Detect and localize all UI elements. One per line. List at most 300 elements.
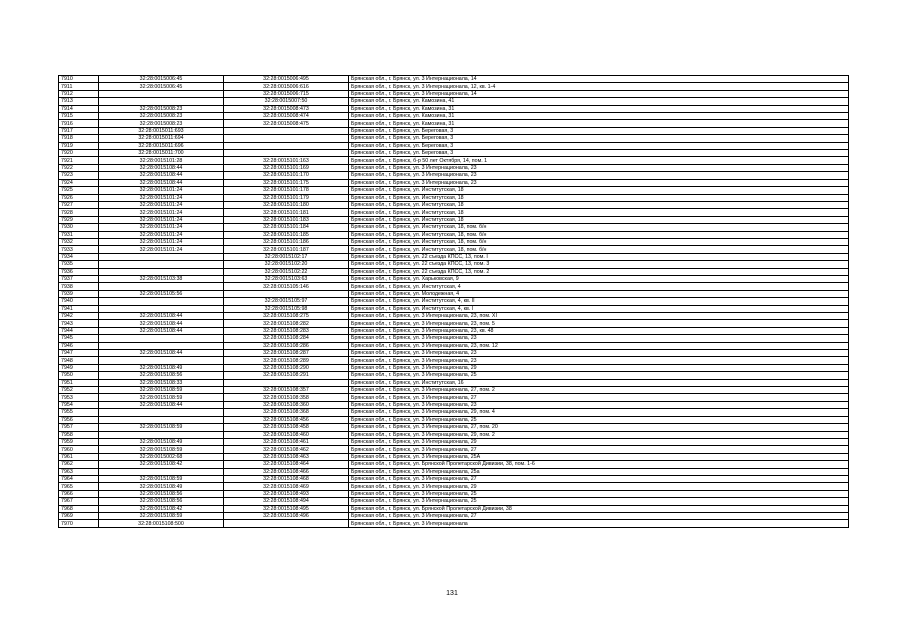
address-cell: Брянская обл., г. Брянск, б-р 50 лет Октября, 14, пом. 1 [349, 157, 849, 164]
parcel-number-cell [99, 283, 224, 290]
parcel-number-cell [99, 90, 224, 97]
address-cell: Брянская обл., г. Брянск, ул. Береговая, 3 [349, 150, 849, 157]
address-cell: Брянская обл., г. Брянск, ул. Институтская, 18, пом. б/н [349, 246, 849, 253]
row-number-cell: 7968 [59, 505, 99, 512]
row-number-cell: 7961 [59, 453, 99, 460]
object-number-cell: 32:28:0015101:169 [224, 164, 349, 171]
parcel-number-cell [99, 357, 224, 364]
object-number-cell: 32:28:0015101:178 [224, 187, 349, 194]
parcel-number-cell: 32:28:0015101:24 [99, 194, 224, 201]
row-number-cell: 7931 [59, 231, 99, 238]
object-number-cell: 32:28:0015108:282 [224, 320, 349, 327]
row-number-cell: 7925 [59, 187, 99, 194]
table-row [59, 135, 849, 142]
parcel-number-cell: 32:28:0015108:42 [99, 461, 224, 468]
address-cell: Брянская обл., г. Брянск, ул. 3 Интернационала, 23 [349, 357, 849, 364]
parcel-number-cell [99, 98, 224, 105]
row-number-cell: 7940 [59, 298, 99, 305]
parcel-number-cell [99, 298, 224, 305]
table-row [59, 475, 849, 482]
object-number-cell: 32:28:0015007:50 [224, 98, 349, 105]
table-row [59, 127, 849, 134]
object-number-cell: 32:28:0015108:496 [224, 512, 349, 519]
parcel-number-cell: 32:28:0015101:24 [99, 209, 224, 216]
address-cell: Брянская обл., г. Брянск, ул. Институтская, 18 [349, 194, 849, 201]
object-number-cell: 32:28:0015101:187 [224, 246, 349, 253]
row-number-cell: 7944 [59, 327, 99, 334]
table-row [59, 194, 849, 201]
object-number-cell: 32:28:0015108:468 [224, 475, 349, 482]
table-row [59, 416, 849, 423]
address-cell: Брянская обл., г. Брянск, ул. Камозина, 31 [349, 105, 849, 112]
row-number-cell: 7965 [59, 483, 99, 490]
address-cell: Брянская обл., г. Брянск, ул. 3 Интернационала, 25 [349, 372, 849, 379]
row-number-cell: 7969 [59, 512, 99, 519]
parcel-number-cell: 32:28:0015108:44 [99, 401, 224, 408]
table-row [59, 187, 849, 194]
parcel-number-cell: 32:28:0015101:24 [99, 231, 224, 238]
row-number-cell: 7954 [59, 401, 99, 408]
parcel-number-cell: 32:28:0015101:24 [99, 187, 224, 194]
table-row [59, 76, 849, 83]
row-number-cell: 7949 [59, 364, 99, 371]
row-number-cell: 7924 [59, 179, 99, 186]
row-number-cell: 7935 [59, 261, 99, 268]
object-number-cell: 32:28:0015101:181 [224, 209, 349, 216]
address-cell: Брянская обл., г. Брянск, ул. 3 Интернационала, 14 [349, 76, 849, 83]
parcel-number-cell: 32:28:0015108:42 [99, 505, 224, 512]
parcel-number-cell: 32:28:0015011:696 [99, 142, 224, 149]
address-cell: Брянская обл., г. Брянск, ул. Институтская, 18 [349, 209, 849, 216]
parcel-number-cell [99, 416, 224, 423]
object-number-cell: 32:28:0015108:291 [224, 372, 349, 379]
address-cell: Брянская обл., г. Брянск, ул. Институтская, 4, кв. II [349, 298, 849, 305]
address-cell: Брянская обл., г. Брянск, ул. Камозина, 41 [349, 98, 849, 105]
table-row [59, 172, 849, 179]
row-number-cell: 7970 [59, 520, 99, 527]
row-number-cell: 7915 [59, 113, 99, 120]
parcel-number-cell: 32:28:0015101:24 [99, 246, 224, 253]
parcel-number-cell: 32:28:0015108:49 [99, 438, 224, 445]
table-row [59, 498, 849, 505]
parcel-number-cell: 32:28:0015103:38 [99, 275, 224, 282]
object-number-cell: 32:28:0015108:287 [224, 350, 349, 357]
table-row [59, 164, 849, 171]
parcel-number-cell: 32:28:0015008:23 [99, 120, 224, 127]
parcel-number-cell: 32:28:0015011:700 [99, 150, 224, 157]
row-number-cell: 7939 [59, 290, 99, 297]
parcel-number-cell: 32:28:0015108:59 [99, 424, 224, 431]
row-number-cell: 7953 [59, 394, 99, 401]
object-number-cell: 32:28:0015102:22 [224, 268, 349, 275]
row-number-cell: 7916 [59, 120, 99, 127]
address-cell: Брянская обл., г. Брянск, ул. 3 Интернационала, 27, пом. 2 [349, 387, 849, 394]
table-row [59, 335, 849, 342]
row-number-cell: 7934 [59, 253, 99, 260]
object-number-cell: 32:28:0015108:289 [224, 357, 349, 364]
address-cell: Брянская обл., г. Брянск, ул. 3 Интернационала, 25 [349, 498, 849, 505]
object-number-cell [224, 142, 349, 149]
table-row [59, 246, 849, 253]
table-row [59, 98, 849, 105]
table-row [59, 342, 849, 349]
row-number-cell: 7932 [59, 238, 99, 245]
row-number-cell: 7964 [59, 475, 99, 482]
row-number-cell: 7936 [59, 268, 99, 275]
object-number-cell: 32:28:0015101:183 [224, 216, 349, 223]
row-number-cell: 7942 [59, 313, 99, 320]
object-number-cell: 32:28:0015101:184 [224, 224, 349, 231]
parcel-number-cell: 32:28:0015011:694 [99, 135, 224, 142]
object-number-cell: 32:28:0015101:180 [224, 201, 349, 208]
address-cell: Брянская обл., г. Брянск, ул. 3 Интернационала, 23 [349, 401, 849, 408]
parcel-number-cell: 32:28:0015101:24 [99, 224, 224, 231]
table-row [59, 157, 849, 164]
row-number-cell: 7959 [59, 438, 99, 445]
table-row [59, 424, 849, 431]
parcel-number-cell: 32:28:0015105:56 [99, 290, 224, 297]
parcel-number-cell [99, 468, 224, 475]
object-number-cell [224, 127, 349, 134]
row-number-cell: 7952 [59, 387, 99, 394]
object-number-cell: 32:28:0015102:17 [224, 253, 349, 260]
object-number-cell: 32:28:0015108:286 [224, 342, 349, 349]
table-row [59, 120, 849, 127]
object-number-cell: 32:28:0015101:175 [224, 179, 349, 186]
page-number: 131 [446, 590, 458, 597]
row-number-cell: 7912 [59, 90, 99, 97]
address-cell: Брянская обл., г. Брянск, ул. 3 Интернационала, 27 [349, 512, 849, 519]
address-cell: Брянская обл., г. Брянск, ул. 22 съезда КПСС, 13, пом. 2 [349, 268, 849, 275]
address-cell: Брянская обл., г. Брянск, ул. Институтская, 18 [349, 187, 849, 194]
parcel-number-cell: 32:28:0015008:23 [99, 105, 224, 112]
object-number-cell [224, 520, 349, 527]
table-row [59, 268, 849, 275]
table-row [59, 512, 849, 519]
table-row [59, 401, 849, 408]
object-number-cell: 32:28:0015101:170 [224, 172, 349, 179]
row-number-cell: 7911 [59, 83, 99, 90]
row-number-cell: 7914 [59, 105, 99, 112]
parcel-number-cell: 32:28:0015006:45 [99, 76, 224, 83]
parcel-number-cell: 32:28:0015108:49 [99, 483, 224, 490]
parcel-number-cell: 32:28:0015008:23 [99, 113, 224, 120]
parcel-number-cell: 32:28:0015108:44 [99, 164, 224, 171]
table-row [59, 105, 849, 112]
address-cell: Брянская обл., г. Брянск, ул. 3 Интернационала, 23 [349, 350, 849, 357]
parcel-number-cell: 32:28:0015108:44 [99, 179, 224, 186]
address-cell: Брянская обл., г. Брянск, ул. Институтская, 4 [349, 283, 849, 290]
parcel-number-cell: 32:28:0015002:68 [99, 453, 224, 460]
row-number-cell: 7910 [59, 76, 99, 83]
object-number-cell: 32:28:0015108:495 [224, 505, 349, 512]
parcel-number-cell: 32:28:0015108:44 [99, 313, 224, 320]
object-number-cell: 32:28:0015101:185 [224, 231, 349, 238]
object-number-cell: 32:28:0015102:20 [224, 261, 349, 268]
row-number-cell: 7927 [59, 201, 99, 208]
cadastral-register-table [58, 75, 849, 528]
address-cell: Брянская обл., г. Брянск, ул. Камозина, 31 [349, 113, 849, 120]
row-number-cell: 7955 [59, 409, 99, 416]
table-row [59, 357, 849, 364]
parcel-number-cell [99, 431, 224, 438]
row-number-cell: 7930 [59, 224, 99, 231]
object-number-cell: 32:28:0015105:98 [224, 305, 349, 312]
row-number-cell: 7938 [59, 283, 99, 290]
address-cell: Брянская обл., г. Брянск, ул. 3 Интернационала, 23, кв. 48 [349, 327, 849, 334]
object-number-cell: 32:28:0015108:275 [224, 313, 349, 320]
address-cell: Брянская обл., г. Брянск, ул. Харьковская, 9 [349, 275, 849, 282]
row-number-cell: 7913 [59, 98, 99, 105]
object-number-cell [224, 135, 349, 142]
parcel-number-cell: 32:28:0015108:59 [99, 512, 224, 519]
parcel-number-cell [99, 261, 224, 268]
table-row [59, 275, 849, 282]
row-number-cell: 7963 [59, 468, 99, 475]
object-number-cell: 32:28:0015101:179 [224, 194, 349, 201]
parcel-number-cell: 32:28:0015108:56 [99, 490, 224, 497]
row-number-cell: 7945 [59, 335, 99, 342]
object-number-cell: 32:28:0015108:494 [224, 498, 349, 505]
table-row [59, 387, 849, 394]
object-number-cell: 32:28:0015108:458 [224, 424, 349, 431]
parcel-number-cell: 32:28:0015101:24 [99, 238, 224, 245]
table-row [59, 298, 849, 305]
object-number-cell: 32:28:0015105:146 [224, 283, 349, 290]
row-number-cell: 7948 [59, 357, 99, 364]
parcel-number-cell: 32:28:0015006:45 [99, 83, 224, 90]
parcel-number-cell: 32:28:0015011:693 [99, 127, 224, 134]
address-cell: Брянская обл., г. Брянск, ул. Береговая, 3 [349, 135, 849, 142]
row-number-cell: 7950 [59, 372, 99, 379]
object-number-cell: 32:28:0015008:474 [224, 113, 349, 120]
address-cell: Брянская обл., г. Брянск, ул. Береговая, 3 [349, 127, 849, 134]
parcel-number-cell [99, 409, 224, 416]
object-number-cell: 32:28:0015006:495 [224, 76, 349, 83]
address-cell: Брянская обл., г. Брянск, ул. 3 Интернационала, 23, пом. 5 [349, 320, 849, 327]
parcel-number-cell: 32:28:0015108:59 [99, 475, 224, 482]
address-cell: Брянская обл., г. Брянск, ул. 3 Интернационала, 23 [349, 164, 849, 171]
parcel-number-cell: 32:28:0015101:28 [99, 157, 224, 164]
object-number-cell: 32:28:0015108:283 [224, 327, 349, 334]
table-row [59, 438, 849, 445]
address-cell: Брянская обл., г. Брянск, ул. Институтская, 18, пом. б/н [349, 224, 849, 231]
address-cell: Брянская обл., г. Брянск, ул. 3 Интернационала, 14 [349, 90, 849, 97]
object-number-cell: 32:28:0015108:463 [224, 453, 349, 460]
object-number-cell: 32:28:0015108:469 [224, 483, 349, 490]
parcel-number-cell: 32:28:0015108:56 [99, 372, 224, 379]
table-row [59, 142, 849, 149]
row-number-cell: 7920 [59, 150, 99, 157]
table-row [59, 261, 849, 268]
parcel-number-cell [99, 335, 224, 342]
parcel-number-cell [99, 305, 224, 312]
address-cell: Брянская обл., г. Брянск, ул. Институтская, 18, пом. б/н [349, 238, 849, 245]
object-number-cell: 32:28:0015008:475 [224, 120, 349, 127]
address-cell: Брянская обл., г. Брянск, ул. 3 Интернационала, 29 [349, 483, 849, 490]
object-number-cell: 32:28:0015108:456 [224, 416, 349, 423]
address-cell: Брянская обл., г. Брянск, ул. Институтская, 18, пом. б/н [349, 231, 849, 238]
address-cell: Брянская обл., г. Брянск, ул. 3 Интернационала, 29 [349, 364, 849, 371]
row-number-cell: 7922 [59, 164, 99, 171]
row-number-cell: 7966 [59, 490, 99, 497]
address-cell: Брянская обл., г. Брянск, ул. 22 съезда КПСС, 13, пом. 3 [349, 261, 849, 268]
parcel-number-cell: 32:28:0015108:33 [99, 379, 224, 386]
address-cell: Брянская обл., г. Брянск, ул. 3 Интернационала, 29, пом. 2 [349, 431, 849, 438]
address-cell: Брянская обл., г. Брянск, ул. Брянской Пролетарской Дивизии, 38 [349, 505, 849, 512]
object-number-cell: 32:28:0015103:63 [224, 275, 349, 282]
object-number-cell: 32:28:0015105:97 [224, 298, 349, 305]
table-row [59, 313, 849, 320]
parcel-number-cell: 32:28:0015108:44 [99, 327, 224, 334]
address-cell: Брянская обл., г. Брянск, ул. 3 Интернационала, 12, кв. 1-4 [349, 83, 849, 90]
address-cell: Брянская обл., г. Брянск, ул. 3 Интернационала, 27 [349, 475, 849, 482]
row-number-cell: 7918 [59, 135, 99, 142]
table-row [59, 320, 849, 327]
parcel-number-cell: 32:28:0015108:59 [99, 394, 224, 401]
address-cell: Брянская обл., г. Брянск, ул. Институтская, 18 [349, 201, 849, 208]
table-row [59, 520, 849, 527]
row-number-cell: 7943 [59, 320, 99, 327]
row-number-cell: 7919 [59, 142, 99, 149]
table-body [59, 76, 849, 528]
address-cell: Брянская обл., г. Брянск, ул. 3 Интернационала, 27, пом. 20 [349, 424, 849, 431]
row-number-cell: 7946 [59, 342, 99, 349]
row-number-cell: 7923 [59, 172, 99, 179]
address-cell: Брянская обл., г. Брянск, ул. Брянской Пролетарской Дивизии, 38, пом. 1-6 [349, 461, 849, 468]
row-number-cell: 7957 [59, 424, 99, 431]
row-number-cell: 7951 [59, 379, 99, 386]
row-number-cell: 7933 [59, 246, 99, 253]
table-row [59, 468, 849, 475]
object-number-cell: 32:28:0015108:462 [224, 446, 349, 453]
parcel-number-cell: 32:28:0015108:59 [99, 387, 224, 394]
address-cell: Брянская обл., г. Брянск, ул. 3 Интернационала, 23, пом. XI [349, 313, 849, 320]
parcel-number-cell: 32:28:0015108:44 [99, 350, 224, 357]
row-number-cell: 7929 [59, 216, 99, 223]
parcel-number-cell: 32:28:0015101:24 [99, 201, 224, 208]
address-cell: Брянская обл., г. Брянск, ул. 3 Интернационала, 29, пом. 4 [349, 409, 849, 416]
parcel-number-cell: 32:28:0015108:500 [99, 520, 224, 527]
address-cell: Брянская обл., г. Брянск, ул. 3 Интернационала, 25 [349, 490, 849, 497]
object-number-cell: 32:28:0015108:466 [224, 468, 349, 475]
row-number-cell: 7962 [59, 461, 99, 468]
table-row [59, 150, 849, 157]
object-number-cell: 32:28:0015101:163 [224, 157, 349, 164]
row-number-cell: 7958 [59, 431, 99, 438]
row-number-cell: 7928 [59, 209, 99, 216]
row-number-cell: 7926 [59, 194, 99, 201]
row-number-cell: 7937 [59, 275, 99, 282]
table-row [59, 505, 849, 512]
table-row [59, 379, 849, 386]
object-number-cell: 32:28:0015108:460 [224, 431, 349, 438]
object-number-cell: 32:28:0015108:290 [224, 364, 349, 371]
row-number-cell: 7921 [59, 157, 99, 164]
address-cell: Брянская обл., г. Брянск, ул. Институтская, 18 [349, 216, 849, 223]
address-cell: Брянская обл., г. Брянск, ул. 3 Интернационала, 23 [349, 335, 849, 342]
row-number-cell: 7941 [59, 305, 99, 312]
row-number-cell: 7960 [59, 446, 99, 453]
table-row [59, 394, 849, 401]
object-number-cell: 32:28:0015108:358 [224, 394, 349, 401]
table-row [59, 453, 849, 460]
object-number-cell [224, 150, 349, 157]
row-number-cell: 7947 [59, 350, 99, 357]
table-row [59, 431, 849, 438]
parcel-number-cell: 32:28:0015108:44 [99, 172, 224, 179]
object-number-cell [224, 290, 349, 297]
table-row [59, 209, 849, 216]
table-row [59, 253, 849, 260]
table-row [59, 461, 849, 468]
object-number-cell: 32:28:0015101:186 [224, 238, 349, 245]
object-number-cell: 32:28:0015008:473 [224, 105, 349, 112]
table-row [59, 483, 849, 490]
parcel-number-cell [99, 342, 224, 349]
address-cell: Брянская обл., г. Брянск, ул. 3 Интернационала, 27 [349, 446, 849, 453]
table-row [59, 364, 849, 371]
object-number-cell: 32:28:0015108:493 [224, 490, 349, 497]
object-number-cell: 32:28:0015006:715 [224, 90, 349, 97]
object-number-cell: 32:28:0015108:461 [224, 438, 349, 445]
table-row [59, 446, 849, 453]
table-row [59, 201, 849, 208]
address-cell: Брянская обл., г. Брянск, ул. 3 Интернационала, 23, пом. 12 [349, 342, 849, 349]
address-cell: Брянская обл., г. Брянск, ул. 3 Интернационала, 27 [349, 394, 849, 401]
address-cell: Брянская обл., г. Брянск, ул. 3 Интернационала, 25 [349, 416, 849, 423]
table-row [59, 327, 849, 334]
table-row [59, 83, 849, 90]
parcel-number-cell: 32:28:0015108:59 [99, 446, 224, 453]
object-number-cell: 32:28:0015006:616 [224, 83, 349, 90]
object-number-cell: 32:28:0015108:357 [224, 387, 349, 394]
table-row [59, 305, 849, 312]
address-cell: Брянская обл., г. Брянск, ул. 3 Интернационала, 25А [349, 453, 849, 460]
table-row [59, 179, 849, 186]
table-row [59, 90, 849, 97]
object-number-cell: 32:28:0015108:284 [224, 335, 349, 342]
address-cell: Брянская обл., г. Брянск, ул. 3 Интернационала, 29 [349, 438, 849, 445]
table-row [59, 224, 849, 231]
table-row [59, 290, 849, 297]
table-row [59, 409, 849, 416]
table-row [59, 216, 849, 223]
address-cell: Брянская обл., г. Брянск, ул. 3 Интернационала [349, 520, 849, 527]
parcel-number-cell: 32:28:0015108:49 [99, 364, 224, 371]
row-number-cell: 7917 [59, 127, 99, 134]
object-number-cell: 32:28:0015108:360 [224, 401, 349, 408]
parcel-number-cell: 32:28:0015108:56 [99, 498, 224, 505]
address-cell: Брянская обл., г. Брянск, ул. 22 съезда КПСС, 13, пом. I [349, 253, 849, 260]
address-cell: Брянская обл., г. Брянск, ул. Береговая, 3 [349, 142, 849, 149]
parcel-number-cell: 32:28:0015108:44 [99, 320, 224, 327]
address-cell: Брянская обл., г. Брянск, ул. 3 Интернационала, 23 [349, 179, 849, 186]
address-cell: Брянская обл., г. Брянск, ул. 3 Интернационала, 25а [349, 468, 849, 475]
parcel-number-cell: 32:28:0015101:24 [99, 216, 224, 223]
table-row [59, 350, 849, 357]
table-row [59, 113, 849, 120]
table-row [59, 283, 849, 290]
table-row [59, 238, 849, 245]
address-cell: Брянская обл., г. Брянск, ул. 3 Интернационала, 23 [349, 172, 849, 179]
table-row [59, 372, 849, 379]
address-cell: Брянская обл., г. Брянск, ул. Институтская, 16 [349, 379, 849, 386]
address-cell: Брянская обл., г. Брянск, ул. Институтская, 4, кв. I [349, 305, 849, 312]
address-cell: Брянская обл., г. Брянск, ул. Молодежная, 4 [349, 290, 849, 297]
object-number-cell: 32:28:0015108:368 [224, 409, 349, 416]
object-number-cell [224, 379, 349, 386]
